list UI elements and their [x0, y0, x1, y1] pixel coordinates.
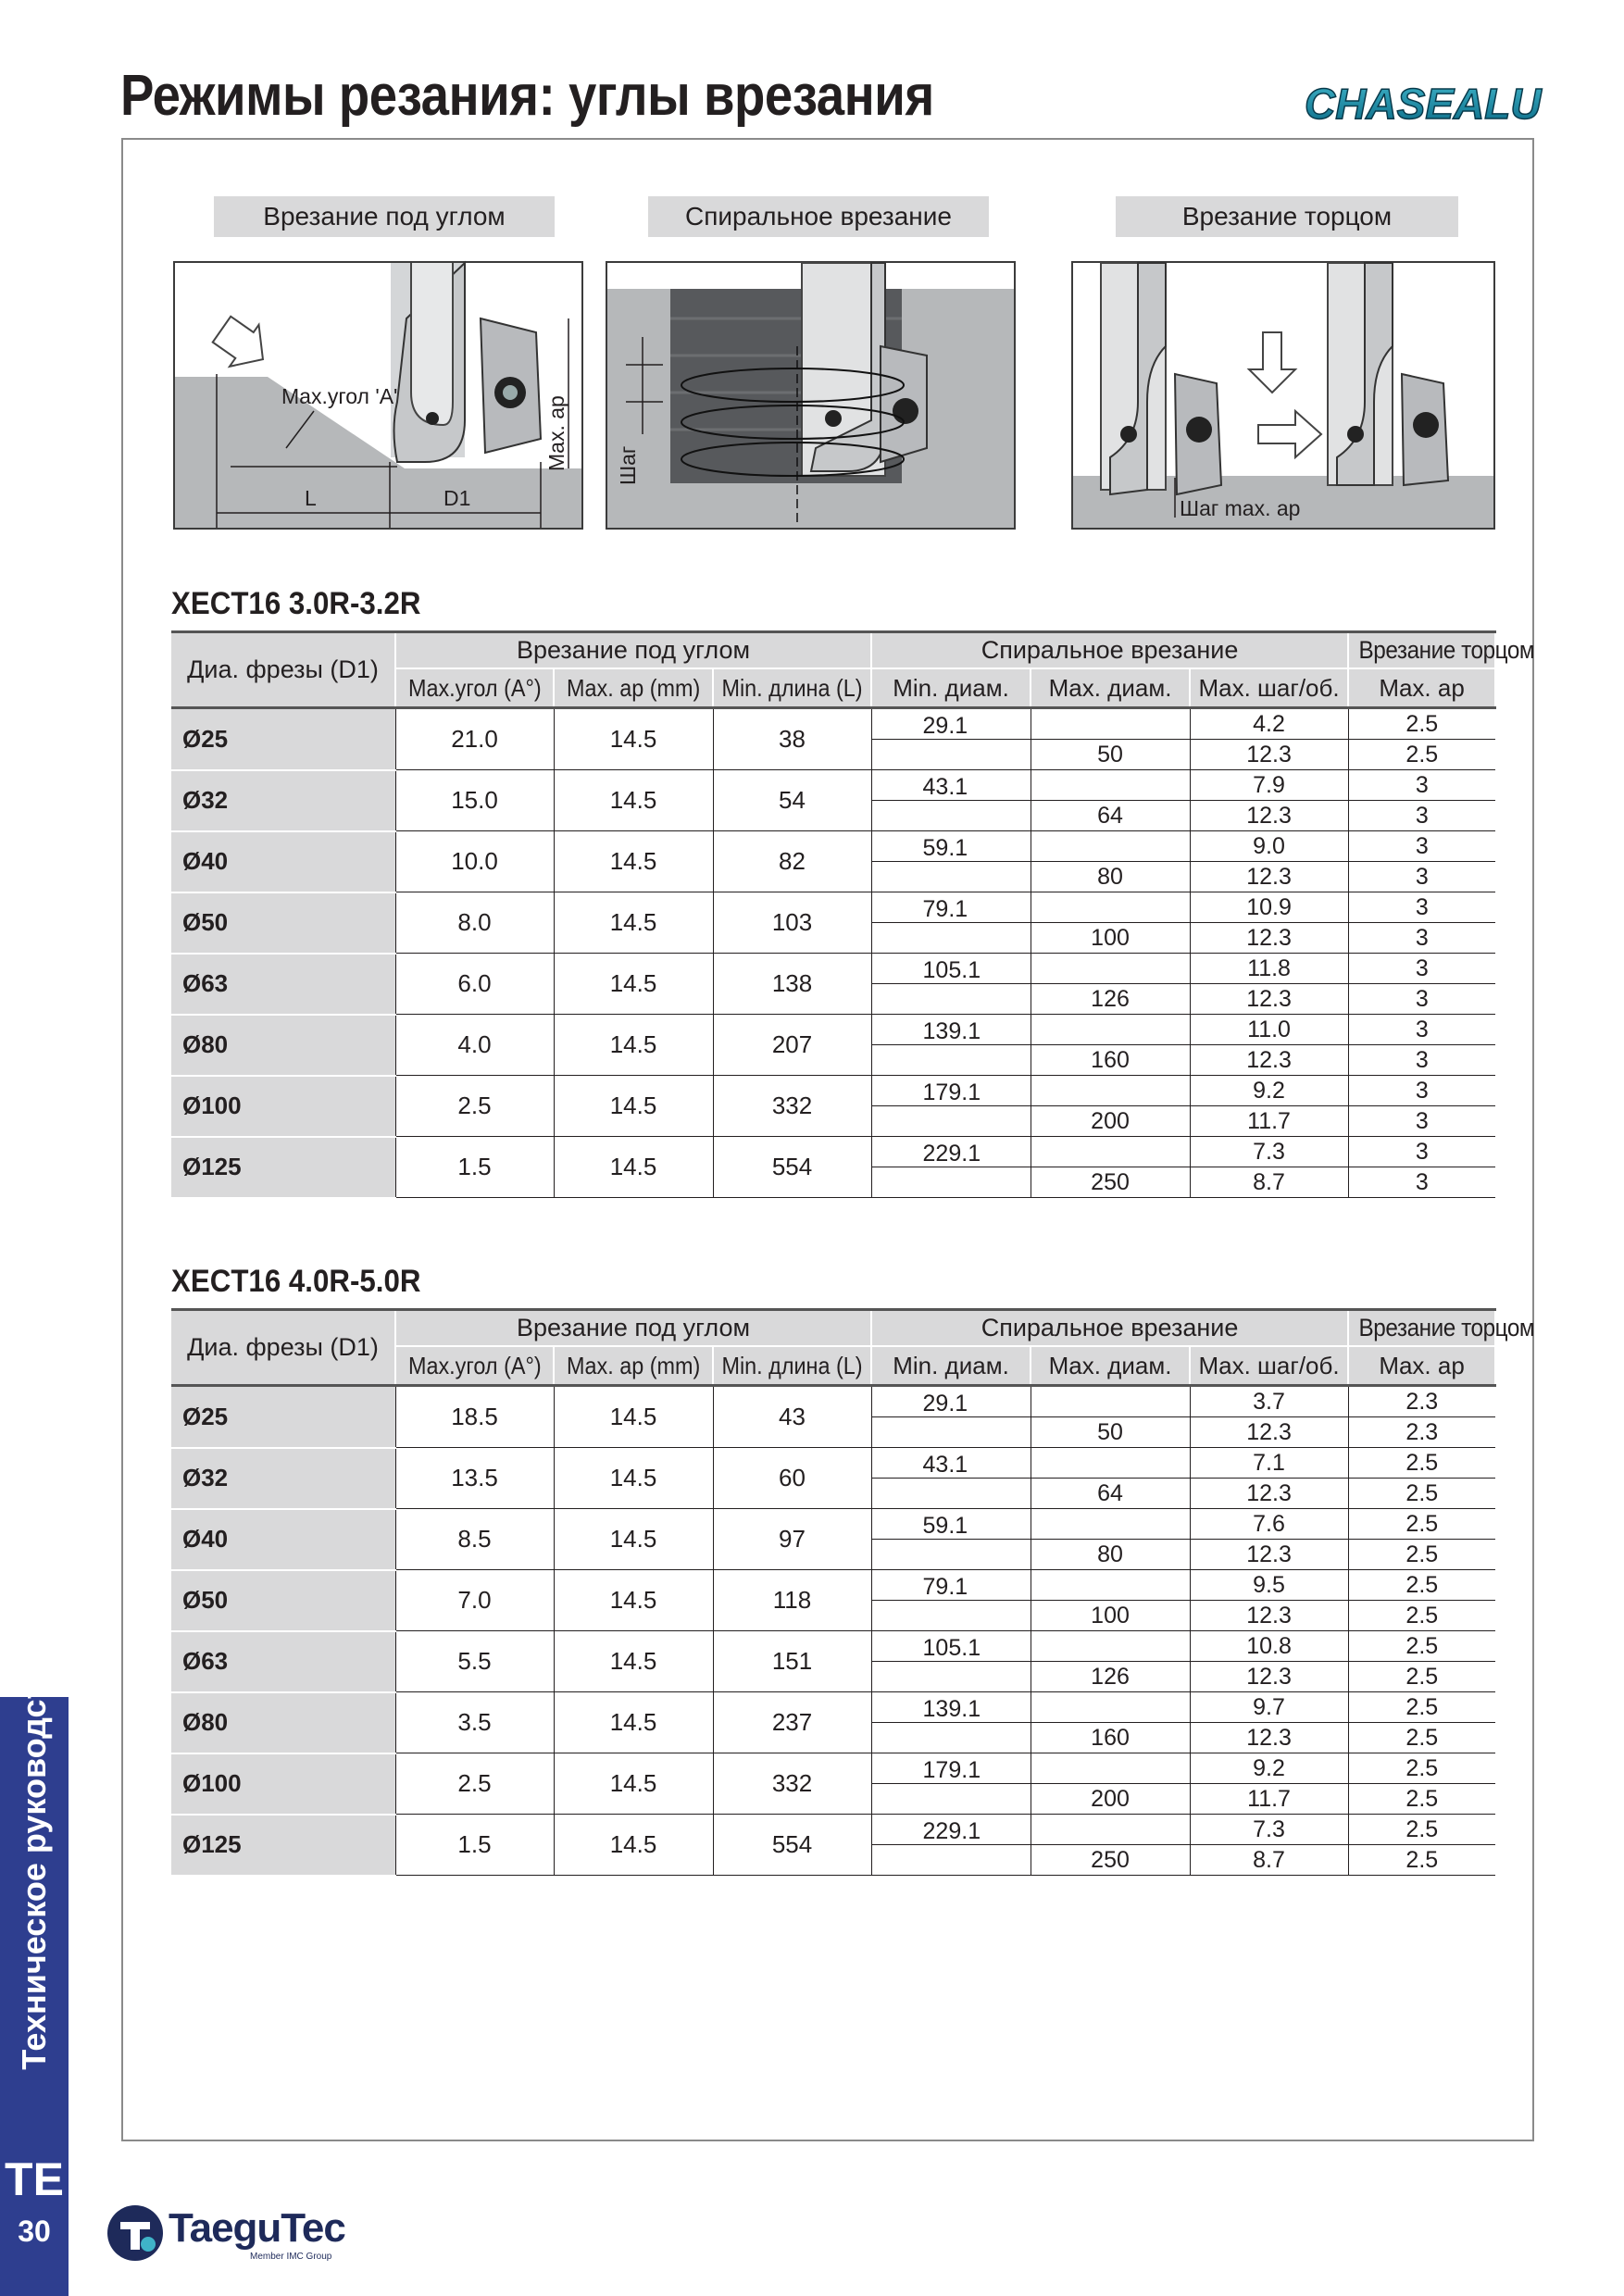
brand-name: TaeguTec	[169, 2205, 345, 2251]
cell-plunge-ap-max-dia: 2.5	[1348, 1479, 1495, 1509]
cell-max-ap: 14.5	[554, 1448, 713, 1509]
table-row	[171, 892, 1495, 923]
cell-min-length: 60	[713, 1448, 871, 1509]
cell-max-angle: 13.5	[395, 1448, 554, 1509]
cell-min-dia: 43.1	[871, 770, 1031, 801]
cell-pitch-max-dia: 12.3	[1190, 740, 1348, 770]
cell-max-angle: 4.0	[395, 1015, 554, 1076]
cell-min-length: 138	[713, 954, 871, 1015]
cell-diameter: Ø100	[171, 1753, 395, 1815]
cell-pitch-max-dia: 12.3	[1190, 1662, 1348, 1692]
cell-max-dia: 200	[1031, 1106, 1190, 1137]
label-max-angle: Max.угол 'A'	[281, 384, 398, 408]
cell-plunge-ap-min-dia: 2.5	[1348, 708, 1495, 740]
cell-diameter: Ø32	[171, 770, 395, 831]
cell-pitch-min-dia: 7.9	[1190, 770, 1348, 801]
cell-empty	[871, 1045, 1031, 1076]
cell-plunge-ap-max-dia: 2.5	[1348, 1845, 1495, 1876]
cell-empty	[871, 740, 1031, 770]
header-helix-group: Спиральное врезание	[871, 632, 1348, 669]
cell-empty	[1031, 1753, 1190, 1784]
cell-plunge-ap-min-dia: 3	[1348, 954, 1495, 984]
cell-empty	[871, 1540, 1031, 1570]
cell-min-length: 332	[713, 1753, 871, 1815]
cell-empty	[1031, 831, 1190, 862]
cell-pitch-min-dia: 4.2	[1190, 708, 1348, 740]
cell-max-angle: 5.5	[395, 1631, 554, 1692]
table-row	[171, 1692, 1495, 1723]
cell-pitch-max-dia: 12.3	[1190, 1045, 1348, 1076]
header-dia: Диа. фрезы (D1)	[171, 632, 395, 708]
cell-min-length: 554	[713, 1137, 871, 1198]
header-min-dia: Min. диам.	[871, 1346, 1031, 1386]
cell-max-dia: 250	[1031, 1845, 1190, 1876]
cell-plunge-ap-max-dia: 3	[1348, 1167, 1495, 1198]
cell-min-length: 332	[713, 1076, 871, 1137]
cell-min-dia: 59.1	[871, 1509, 1031, 1540]
cell-pitch-max-dia: 12.3	[1190, 1540, 1348, 1570]
cell-diameter: Ø40	[171, 1509, 395, 1570]
table-row	[171, 954, 1495, 984]
section-code: TE	[5, 2153, 64, 2205]
table-row	[171, 1509, 1495, 1540]
cell-min-dia: 229.1	[871, 1137, 1031, 1167]
cell-pitch-max-dia: 12.3	[1190, 801, 1348, 831]
cell-max-dia: 250	[1031, 1167, 1190, 1198]
table-row	[171, 1076, 1495, 1106]
cell-pitch-min-dia: 9.0	[1190, 831, 1348, 862]
page-number: 30	[18, 2215, 51, 2248]
cell-max-angle: 1.5	[395, 1137, 554, 1198]
cell-max-dia: 64	[1031, 801, 1190, 831]
cell-max-angle: 2.5	[395, 1753, 554, 1815]
cell-empty	[871, 1106, 1031, 1137]
cell-max-ap: 14.5	[554, 1753, 713, 1815]
cell-max-ap: 14.5	[554, 1137, 713, 1198]
cell-pitch-min-dia: 11.0	[1190, 1015, 1348, 1045]
cell-min-length: 43	[713, 1386, 871, 1448]
cell-pitch-max-dia: 12.3	[1190, 1417, 1348, 1448]
cell-plunge-ap-min-dia: 2.5	[1348, 1448, 1495, 1479]
table-row	[171, 831, 1495, 862]
cell-diameter: Ø100	[171, 1076, 395, 1137]
cell-empty	[871, 984, 1031, 1015]
cell-plunge-ap-min-dia: 2.5	[1348, 1753, 1495, 1784]
cell-max-dia: 80	[1031, 1540, 1190, 1570]
table-row	[171, 1631, 1495, 1662]
cell-plunge-ap-min-dia: 3	[1348, 1015, 1495, 1045]
cell-max-ap: 14.5	[554, 1570, 713, 1631]
label-pitch: Шаг	[616, 445, 640, 485]
table-2-title: XECT16 4.0R-5.0R	[171, 1264, 421, 1299]
cell-pitch-min-dia: 9.7	[1190, 1692, 1348, 1723]
cell-max-angle: 6.0	[395, 954, 554, 1015]
cell-plunge-ap-max-dia: 2.5	[1348, 1601, 1495, 1631]
cell-min-length: 54	[713, 770, 871, 831]
cell-pitch-max-dia: 12.3	[1190, 984, 1348, 1015]
table-row	[171, 1570, 1495, 1601]
cell-plunge-ap-max-dia: 2.3	[1348, 1417, 1495, 1448]
cell-max-angle: 3.5	[395, 1692, 554, 1753]
header-plunge-ap: Max. ap	[1348, 668, 1495, 708]
cell-pitch-min-dia: 10.8	[1190, 1631, 1348, 1662]
figure-caption-helix: Спиральное врезание	[648, 196, 989, 237]
cell-min-length: 118	[713, 1570, 871, 1631]
header-min-length: Min. длина (L)	[713, 1346, 871, 1386]
cell-max-dia: 160	[1031, 1045, 1190, 1076]
cell-diameter: Ø50	[171, 1570, 395, 1631]
cell-max-angle: 8.5	[395, 1509, 554, 1570]
figure-caption-plunge: Врезание торцом	[1116, 196, 1458, 237]
header-max-angle: Max.угол (A°)	[395, 668, 554, 708]
cell-diameter: Ø125	[171, 1815, 395, 1876]
cell-empty	[1031, 1076, 1190, 1106]
cell-plunge-ap-max-dia: 3	[1348, 923, 1495, 954]
cell-plunge-ap-min-dia: 3	[1348, 831, 1495, 862]
header-plunge-group: Врезание торцом	[1348, 632, 1495, 669]
cell-min-length: 82	[713, 831, 871, 892]
table-row	[171, 770, 1495, 801]
cell-pitch-max-dia: 8.7	[1190, 1167, 1348, 1198]
cell-plunge-ap-max-dia: 3	[1348, 801, 1495, 831]
header-max-pitch: Max. шаг/об.	[1190, 668, 1348, 708]
table-row	[171, 1753, 1495, 1784]
cell-pitch-max-dia: 11.7	[1190, 1106, 1348, 1137]
ramp-diagram	[173, 261, 583, 530]
header-max-angle: Max.угол (A°)	[395, 1346, 554, 1386]
cell-max-angle: 10.0	[395, 831, 554, 892]
cell-max-angle: 7.0	[395, 1570, 554, 1631]
cell-max-dia: 126	[1031, 1662, 1190, 1692]
cell-pitch-min-dia: 7.1	[1190, 1448, 1348, 1479]
cell-min-dia: 43.1	[871, 1448, 1031, 1479]
header-max-pitch: Max. шаг/об.	[1190, 1346, 1348, 1386]
cell-empty	[1031, 1137, 1190, 1167]
label-d1: D1	[443, 486, 471, 510]
cell-min-dia: 29.1	[871, 1386, 1031, 1417]
header-max-dia: Max. диам.	[1031, 1346, 1190, 1386]
cell-min-length: 237	[713, 1692, 871, 1753]
cell-max-angle: 8.0	[395, 892, 554, 954]
cell-empty	[1031, 1692, 1190, 1723]
cell-empty	[871, 862, 1031, 892]
cell-empty	[1031, 1448, 1190, 1479]
cell-empty	[871, 1723, 1031, 1753]
cell-max-ap: 14.5	[554, 708, 713, 770]
cell-min-dia: 79.1	[871, 1570, 1031, 1601]
cell-plunge-ap-min-dia: 3	[1348, 892, 1495, 923]
cell-empty	[1031, 892, 1190, 923]
cell-plunge-ap-min-dia: 2.5	[1348, 1815, 1495, 1845]
table-row	[171, 1815, 1495, 1845]
cell-max-dia: 100	[1031, 1601, 1190, 1631]
cell-plunge-ap-max-dia: 2.5	[1348, 1540, 1495, 1570]
cell-pitch-min-dia: 9.5	[1190, 1570, 1348, 1601]
cell-plunge-ap-min-dia: 2.3	[1348, 1386, 1495, 1417]
logo-text: CHASEALU	[1305, 80, 1542, 128]
cell-min-dia: 179.1	[871, 1076, 1031, 1106]
label-l: L	[305, 486, 317, 510]
chasealu-logo	[1301, 78, 1540, 133]
cell-plunge-ap-max-dia: 2.5	[1348, 740, 1495, 770]
cell-max-ap: 14.5	[554, 1692, 713, 1753]
cell-max-dia: 50	[1031, 740, 1190, 770]
cell-pitch-max-dia: 12.3	[1190, 923, 1348, 954]
cell-min-length: 103	[713, 892, 871, 954]
cell-max-angle: 2.5	[395, 1076, 554, 1137]
header-min-length: Min. длина (L)	[713, 668, 871, 708]
cell-pitch-min-dia: 11.8	[1190, 954, 1348, 984]
cell-min-length: 207	[713, 1015, 871, 1076]
cell-plunge-ap-max-dia: 3	[1348, 984, 1495, 1015]
cell-diameter: Ø63	[171, 1631, 395, 1692]
cell-empty	[871, 1784, 1031, 1815]
cell-min-length: 97	[713, 1509, 871, 1570]
cell-min-length: 554	[713, 1815, 871, 1876]
cell-pitch-max-dia: 12.3	[1190, 1601, 1348, 1631]
cell-pitch-min-dia: 7.3	[1190, 1815, 1348, 1845]
cell-max-ap: 14.5	[554, 831, 713, 892]
label-max-ap: Max. ap	[544, 395, 568, 471]
cell-max-dia: 80	[1031, 862, 1190, 892]
label-plunge-pitch: Шаг max. ap	[1180, 496, 1301, 520]
cell-empty	[871, 1601, 1031, 1631]
brand-subtitle: Member IMC Group	[250, 2252, 332, 2262]
figure-caption-ramp: Врезание под углом	[214, 196, 555, 237]
cell-empty	[871, 1845, 1031, 1876]
cell-min-dia: 139.1	[871, 1015, 1031, 1045]
table-row	[171, 1015, 1495, 1045]
cell-empty	[1031, 1631, 1190, 1662]
table-row	[171, 1386, 1495, 1417]
header-ramp-group: Врезание под углом	[395, 1310, 871, 1347]
cell-max-dia: 200	[1031, 1784, 1190, 1815]
cell-plunge-ap-max-dia: 2.5	[1348, 1662, 1495, 1692]
cell-pitch-min-dia: 3.7	[1190, 1386, 1348, 1417]
cell-max-dia: 64	[1031, 1479, 1190, 1509]
cell-max-angle: 18.5	[395, 1386, 554, 1448]
cell-pitch-max-dia: 12.3	[1190, 1479, 1348, 1509]
cell-plunge-ap-min-dia: 2.5	[1348, 1570, 1495, 1601]
cell-pitch-max-dia: 8.7	[1190, 1845, 1348, 1876]
cell-empty	[1031, 770, 1190, 801]
cell-diameter: Ø125	[171, 1137, 395, 1198]
cell-max-angle: 15.0	[395, 770, 554, 831]
cell-plunge-ap-min-dia: 2.5	[1348, 1692, 1495, 1723]
page-title: Режимы резания: углы врезания	[120, 64, 934, 128]
cell-empty	[871, 801, 1031, 831]
cell-plunge-ap-max-dia: 2.5	[1348, 1784, 1495, 1815]
cell-plunge-ap-max-dia: 3	[1348, 1106, 1495, 1137]
cell-min-dia: 105.1	[871, 1631, 1031, 1662]
cell-max-ap: 14.5	[554, 892, 713, 954]
cutting-table-2	[171, 1308, 1535, 1877]
cell-empty	[871, 1417, 1031, 1448]
cell-diameter: Ø25	[171, 1386, 395, 1448]
header-ramp-group: Врезание под углом	[395, 632, 871, 669]
cell-empty	[871, 1662, 1031, 1692]
table-row	[171, 708, 1495, 740]
cell-empty	[1031, 954, 1190, 984]
cell-min-dia: 79.1	[871, 892, 1031, 923]
cell-diameter: Ø40	[171, 831, 395, 892]
cell-max-dia: 160	[1031, 1723, 1190, 1753]
cell-pitch-min-dia: 10.9	[1190, 892, 1348, 923]
table-1-title: XECT16 3.0R-3.2R	[171, 586, 421, 621]
cell-empty	[1031, 1509, 1190, 1540]
cell-max-angle: 21.0	[395, 708, 554, 770]
cell-max-ap: 14.5	[554, 954, 713, 1015]
cell-empty	[1031, 1815, 1190, 1845]
cell-empty	[1031, 1570, 1190, 1601]
cell-plunge-ap-max-dia: 3	[1348, 1045, 1495, 1076]
cell-diameter: Ø80	[171, 1015, 395, 1076]
cell-min-dia: 179.1	[871, 1753, 1031, 1784]
header-max-dia: Max. диам.	[1031, 668, 1190, 708]
cell-plunge-ap-min-dia: 3	[1348, 1076, 1495, 1106]
cell-min-length: 38	[713, 708, 871, 770]
header-dia: Диа. фрезы (D1)	[171, 1310, 395, 1386]
cell-min-dia: 29.1	[871, 708, 1031, 740]
cell-min-dia: 59.1	[871, 831, 1031, 862]
cell-plunge-ap-max-dia: 2.5	[1348, 1723, 1495, 1753]
cell-plunge-ap-min-dia: 2.5	[1348, 1631, 1495, 1662]
cell-max-dia: 126	[1031, 984, 1190, 1015]
cell-diameter: Ø63	[171, 954, 395, 1015]
cell-max-ap: 14.5	[554, 1076, 713, 1137]
header-max-ap: Max. ap (mm)	[554, 1346, 713, 1386]
cell-diameter: Ø25	[171, 708, 395, 770]
cell-max-ap: 14.5	[554, 1509, 713, 1570]
side-label: Техническое руководство	[15, 1642, 53, 2070]
cell-plunge-ap-max-dia: 3	[1348, 862, 1495, 892]
plunge-diagram	[1071, 261, 1495, 530]
cell-plunge-ap-min-dia: 2.5	[1348, 1509, 1495, 1540]
cell-empty	[1031, 1386, 1190, 1417]
cell-pitch-min-dia: 7.3	[1190, 1137, 1348, 1167]
cell-diameter: Ø50	[171, 892, 395, 954]
cell-empty	[871, 1167, 1031, 1198]
cell-max-ap: 14.5	[554, 770, 713, 831]
header-plunge-group: Врезание торцом	[1348, 1310, 1495, 1347]
cell-diameter: Ø32	[171, 1448, 395, 1509]
table-row	[171, 1448, 1495, 1479]
cell-empty	[1031, 708, 1190, 740]
cell-pitch-min-dia: 9.2	[1190, 1753, 1348, 1784]
header-min-dia: Min. диам.	[871, 668, 1031, 708]
cell-min-length: 151	[713, 1631, 871, 1692]
table-row	[171, 1137, 1495, 1167]
cell-max-ap: 14.5	[554, 1815, 713, 1876]
cell-pitch-min-dia: 7.6	[1190, 1509, 1348, 1540]
cell-max-ap: 14.5	[554, 1386, 713, 1448]
cell-max-dia: 50	[1031, 1417, 1190, 1448]
cell-pitch-max-dia: 12.3	[1190, 1723, 1348, 1753]
cell-min-dia: 139.1	[871, 1692, 1031, 1723]
cutting-table-1	[171, 630, 1535, 1199]
cell-diameter: Ø80	[171, 1692, 395, 1753]
cell-min-dia: 105.1	[871, 954, 1031, 984]
cell-empty	[871, 923, 1031, 954]
cell-plunge-ap-min-dia: 3	[1348, 1137, 1495, 1167]
cell-pitch-max-dia: 12.3	[1190, 862, 1348, 892]
cell-max-ap: 14.5	[554, 1631, 713, 1692]
header-max-ap: Max. ap (mm)	[554, 668, 713, 708]
cell-plunge-ap-min-dia: 3	[1348, 770, 1495, 801]
cell-min-dia: 229.1	[871, 1815, 1031, 1845]
cell-empty	[1031, 1015, 1190, 1045]
header-helix-group: Спиральное врезание	[871, 1310, 1348, 1347]
cell-max-dia: 100	[1031, 923, 1190, 954]
helix-diagram	[606, 261, 1016, 530]
cell-pitch-max-dia: 11.7	[1190, 1784, 1348, 1815]
header-plunge-ap: Max. ap	[1348, 1346, 1495, 1386]
cell-max-angle: 1.5	[395, 1815, 554, 1876]
cell-pitch-min-dia: 9.2	[1190, 1076, 1348, 1106]
cell-empty	[871, 1479, 1031, 1509]
cell-max-ap: 14.5	[554, 1015, 713, 1076]
